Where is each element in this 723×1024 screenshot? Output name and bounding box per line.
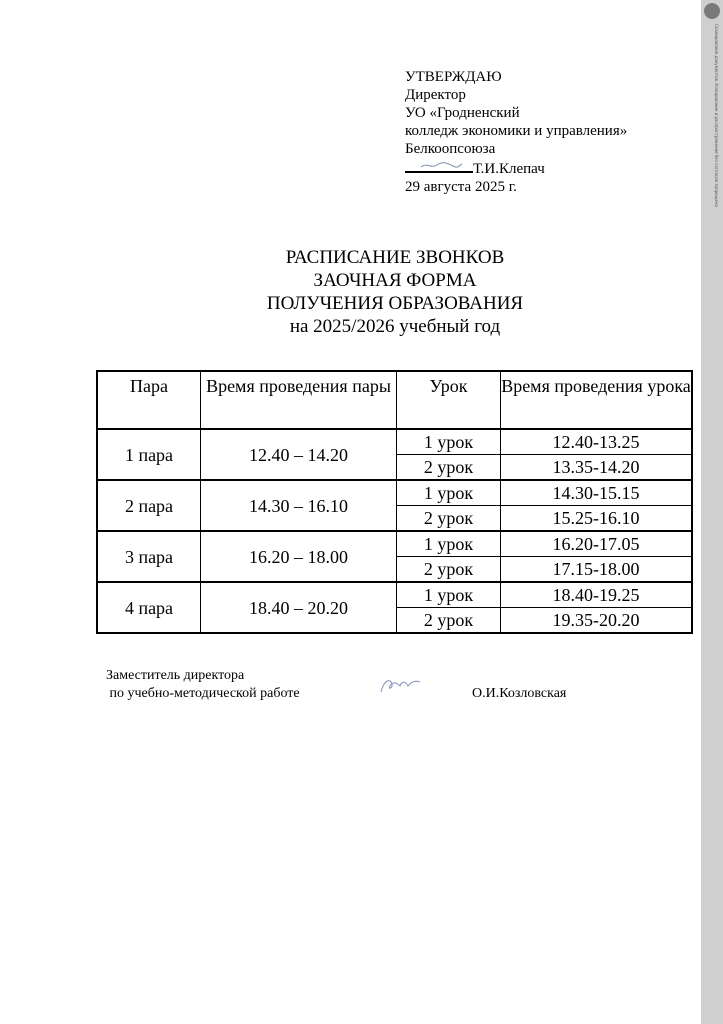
pair-time-cell: 14.30 – 16.10 [201, 480, 397, 531]
lesson-time-cell: 13.35-14.20 [501, 455, 693, 481]
schedule-table [96, 370, 693, 634]
title-line4: на 2025/2026 учебный год [289, 316, 501, 337]
table-row [97, 531, 692, 557]
lesson-cell: 2 урок [397, 506, 501, 532]
title-line3: ПОЛУЧЕНИЯ ОБРАЗОВАНИЯ [266, 293, 524, 314]
approval-heading: УТВЕРЖДАЮ [405, 69, 502, 85]
scanner-logo-icon [704, 3, 720, 19]
table-header-row [97, 371, 692, 429]
header-lesson-time: Время проведения урока [501, 371, 693, 429]
approval-block [405, 68, 627, 196]
table-row [97, 429, 692, 455]
footer-position [106, 667, 300, 703]
lesson-cell: 2 урок [397, 608, 501, 634]
lesson-time-cell: 15.25-16.10 [501, 506, 693, 532]
pair-time-cell: 16.20 – 18.00 [201, 531, 397, 582]
lesson-time-cell: 14.30-15.15 [501, 480, 693, 506]
signature-line [405, 158, 473, 173]
footer-position-line2: по учебно-методической работе [106, 686, 300, 701]
header-lesson: Урок [397, 371, 501, 429]
approval-signer: Т.И.Клепач [473, 161, 545, 177]
footer-position-line1: Заместитель директора [106, 668, 245, 683]
pair-time-cell: 12.40 – 14.20 [201, 429, 397, 480]
lesson-time-cell: 18.40-19.25 [501, 582, 693, 608]
sidebar-text: Сканирование документов. Копирование и распространение без согласия запрещено [714, 24, 719, 207]
header-pair: Пара [97, 371, 201, 429]
approval-org-line3: Белкоопсоюза [405, 141, 496, 157]
table-row [97, 582, 692, 608]
lesson-cell: 1 урок [397, 531, 501, 557]
lesson-cell: 1 урок [397, 582, 501, 608]
signature-scribble-icon [419, 160, 463, 170]
approval-org-line1: УО «Гродненский [405, 105, 520, 121]
pair-cell: 2 пара [97, 480, 201, 531]
approval-position: Директор [405, 87, 466, 103]
scan-sidebar [701, 0, 723, 1024]
lesson-time-cell: 19.35-20.20 [501, 608, 693, 634]
footer-name: О.И.Козловская [472, 686, 567, 701]
pair-time-cell: 18.40 – 20.20 [201, 582, 397, 633]
approval-org-line2: колледж экономики и управления» [405, 123, 628, 139]
approval-date: 29 августа 2025 г. [405, 179, 517, 195]
pair-cell: 3 пара [97, 531, 201, 582]
header-pair-time: Время проведения пары [201, 371, 397, 429]
pair-cell: 4 пара [97, 582, 201, 633]
deputy-signature-icon [378, 674, 424, 696]
lesson-cell: 1 урок [397, 429, 501, 455]
lesson-cell: 2 урок [397, 557, 501, 583]
lesson-time-cell: 12.40-13.25 [501, 429, 693, 455]
lesson-time-cell: 17.15-18.00 [501, 557, 693, 583]
lesson-cell: 2 урок [397, 455, 501, 481]
table-row [97, 480, 692, 506]
title-line2: ЗАОЧНАЯ ФОРМА [313, 270, 477, 291]
lesson-cell: 1 урок [397, 480, 501, 506]
document-title [200, 246, 590, 338]
title-line1: РАСПИСАНИЕ ЗВОНКОВ [285, 247, 505, 268]
pair-cell: 1 пара [97, 429, 201, 480]
approval-signature-row [405, 158, 627, 178]
lesson-time-cell: 16.20-17.05 [501, 531, 693, 557]
